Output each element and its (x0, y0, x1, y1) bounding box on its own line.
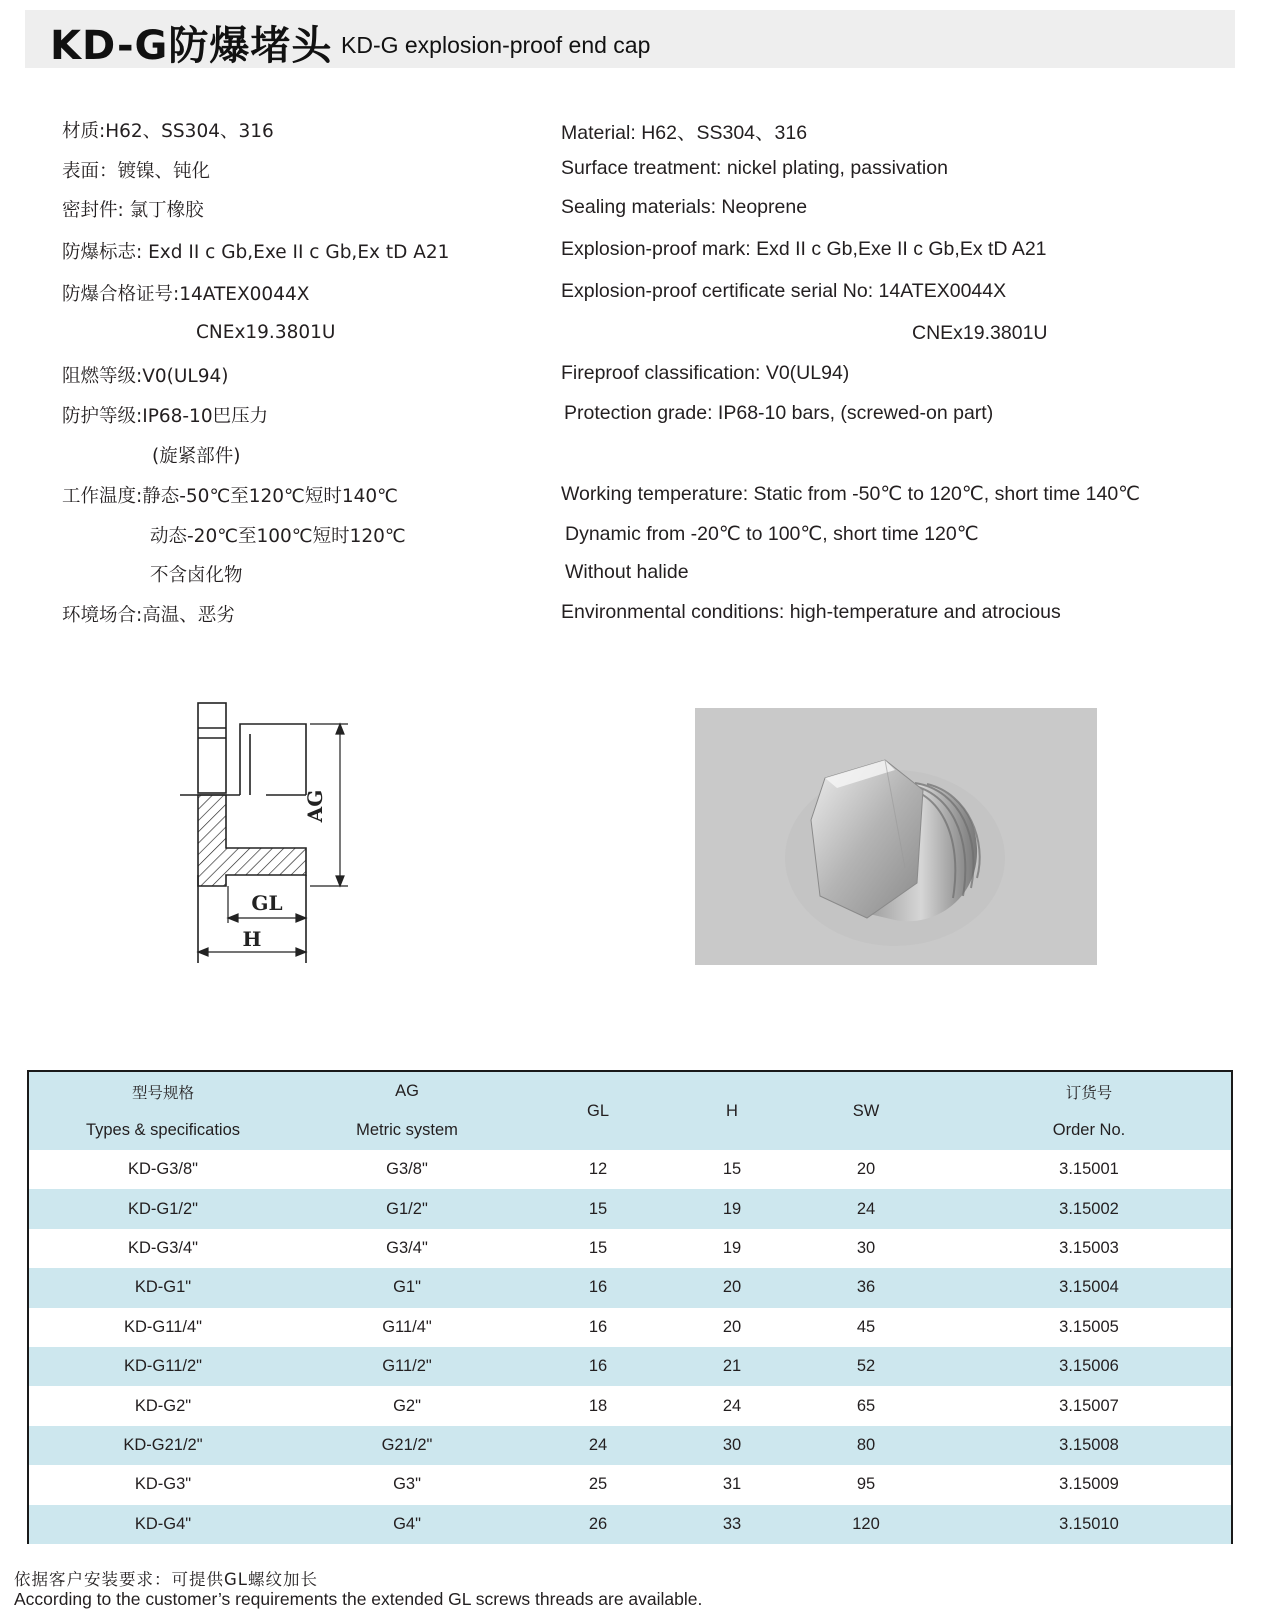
table-cell: G21/2" (297, 1426, 517, 1465)
table-row (29, 1229, 1231, 1268)
spec-cert2-en: CNEx19.3801U (912, 322, 1048, 344)
spec-temp-zh: 工作温度:静态-50℃至120℃短时140℃ (62, 486, 398, 507)
table-cell: 16 (517, 1308, 679, 1347)
table-cell: 24 (785, 1189, 947, 1228)
table-cell: 3.15009 (947, 1465, 1231, 1504)
table-row (29, 1386, 1231, 1425)
spec-surface-zh: 表面：镀镍、钝化 (62, 161, 211, 182)
table-cell: 80 (785, 1426, 947, 1465)
table-cell: KD-G11/4" (29, 1308, 297, 1347)
spec-temp2-zh: 动态-20℃至100℃短时120℃ (150, 526, 406, 547)
table-cell: 3.15002 (947, 1189, 1231, 1228)
table-cell: 21 (679, 1347, 785, 1386)
dim-label-gl: GL (251, 891, 283, 915)
col-header-type-en: Types & specificatios (29, 1111, 297, 1150)
spec-protection-zh: 防护等级:IP68-10巴压力 (62, 406, 269, 427)
spec-seal-zh: 密封件: 氯丁橡胶 (62, 200, 204, 221)
spec-mark-zh: 防爆标志: Exd II c Gb,Exe II c Gb,Ex tD A21 (62, 242, 450, 263)
table-cell: 30 (679, 1426, 785, 1465)
col-header-order-zh: 订货号 (947, 1072, 1231, 1111)
table-cell: 24 (517, 1426, 679, 1465)
table-cell: G3" (297, 1465, 517, 1504)
table-header-row (29, 1072, 1231, 1111)
table-row (29, 1465, 1231, 1504)
spec-temp-en: Working temperature: Static from -50℃ to 120℃, short time 140℃ (561, 483, 1141, 505)
page-title-zh: KD-G防爆堵头 (50, 23, 333, 69)
table-cell: G1" (297, 1268, 517, 1307)
col-header-sw: SW (785, 1072, 947, 1150)
table-row (29, 1189, 1231, 1228)
table-cell: 25 (517, 1465, 679, 1504)
table-cell: 3.15004 (947, 1268, 1231, 1307)
spec-surface-en: Surface treatment: nickel plating, passivation (561, 157, 948, 179)
col-header-ag: AG (297, 1072, 517, 1111)
table-cell: KD-G4" (29, 1505, 297, 1544)
table-cell: 65 (785, 1386, 947, 1425)
spec-halide-zh: 不含卤化物 (150, 565, 243, 586)
table-cell: KD-G1/2" (29, 1189, 297, 1228)
table-cell: 16 (517, 1268, 679, 1307)
col-header-type-zh: 型号规格 (29, 1072, 297, 1111)
table-row (29, 1347, 1231, 1386)
table-cell: 45 (785, 1308, 947, 1347)
col-header-gl: GL (517, 1072, 679, 1150)
col-header-ag-sub: Metric system (297, 1111, 517, 1150)
table-cell: KD-G1" (29, 1268, 297, 1307)
table-cell: 24 (679, 1386, 785, 1425)
spec-cert2-zh: CNEx19.3801U (196, 322, 336, 343)
table-cell: G11/4" (297, 1308, 517, 1347)
spec-seal-en: Sealing materials: Neoprene (561, 196, 808, 218)
table-cell: 3.15008 (947, 1426, 1231, 1465)
table-cell: 120 (785, 1505, 947, 1544)
col-header-h: H (679, 1072, 785, 1150)
table-row (29, 1150, 1231, 1189)
technical-drawing (170, 690, 370, 970)
table-cell: G3/4" (297, 1229, 517, 1268)
table-cell: 31 (679, 1465, 785, 1504)
table-cell: KD-G3/8" (29, 1150, 297, 1189)
table-row (29, 1505, 1231, 1544)
table-cell: G2" (297, 1386, 517, 1425)
spec-mark-en: Explosion-proof mark: Exd II c Gb,Exe II c Gb,Ex tD A21 (561, 238, 1047, 260)
table-cell: 19 (679, 1189, 785, 1228)
page-title-en: KD-G explosion-proof end cap (341, 32, 651, 58)
table-cell: 3.15005 (947, 1308, 1231, 1347)
table-cell: 20 (679, 1308, 785, 1347)
dim-label-h: H (242, 927, 262, 951)
table-cell: 3.15003 (947, 1229, 1231, 1268)
table-row (29, 1308, 1231, 1347)
table-cell: 52 (785, 1347, 947, 1386)
spec-cert-zh: 防爆合格证号:14ATEX0044X (62, 284, 310, 305)
table-cell: 30 (785, 1229, 947, 1268)
table-row (29, 1426, 1231, 1465)
table-cell: 36 (785, 1268, 947, 1307)
spec-material-zh: 材质:H62、SS304、316 (62, 121, 274, 142)
table-cell: 20 (785, 1150, 947, 1189)
product-photo (695, 708, 1097, 965)
footnote-en: According to the customer’s requirements the extended GL screws threads are available. (14, 1589, 703, 1609)
table-row (29, 1268, 1231, 1307)
spec-temp2-en: Dynamic from -20℃ to 100℃, short time 120℃ (565, 523, 979, 545)
spec-cert-en: Explosion-proof certificate serial No: 14ATEX0044X (561, 280, 1007, 302)
footnote-zh: 依据客户安装要求：可提供GL螺纹加长 (14, 1570, 318, 1589)
table-cell: G1/2" (297, 1189, 517, 1228)
table-cell: 15 (679, 1150, 785, 1189)
table-cell: 15 (517, 1189, 679, 1228)
table-cell: 15 (517, 1229, 679, 1268)
table-cell: 3.15001 (947, 1150, 1231, 1189)
table-cell: KD-G2" (29, 1386, 297, 1425)
col-header-order-en: Order No. (947, 1111, 1231, 1150)
dim-label-ag: AG (303, 789, 327, 823)
table-cell: 16 (517, 1347, 679, 1386)
table-cell: KD-G21/2" (29, 1426, 297, 1465)
table-cell: 26 (517, 1505, 679, 1544)
spec-env-en: Environmental conditions: high-temperature and atrocious (561, 601, 1061, 623)
table-cell: 95 (785, 1465, 947, 1504)
spec-env-zh: 环境场合:高温、恶劣 (62, 605, 235, 626)
table-cell: 33 (679, 1505, 785, 1544)
spec-table (27, 1070, 1233, 1544)
spec-fireproof-en: Fireproof classification: V0(UL94) (561, 362, 850, 384)
table-cell: G4" (297, 1505, 517, 1544)
table-cell: KD-G3" (29, 1465, 297, 1504)
table-cell: 3.15010 (947, 1505, 1231, 1544)
spec-halide-en: Without halide (565, 561, 689, 583)
table-cell: 3.15007 (947, 1386, 1231, 1425)
spec-material-en: Material: H62、SS304、316 (561, 122, 808, 144)
spec-protection2-zh: (旋紧部件) (152, 446, 241, 467)
table-cell: KD-G3/4" (29, 1229, 297, 1268)
table-cell: 20 (679, 1268, 785, 1307)
table-cell: KD-G11/2" (29, 1347, 297, 1386)
spec-fireproof-zh: 阻燃等级:V0(UL94) (62, 366, 229, 387)
table-cell: G3/8" (297, 1150, 517, 1189)
table-cell: 18 (517, 1386, 679, 1425)
table-cell: 12 (517, 1150, 679, 1189)
table-cell: G11/2" (297, 1347, 517, 1386)
spec-protection-en: Protection grade: IP68-10 bars, (screwed-on part) (564, 402, 994, 424)
table-cell: 19 (679, 1229, 785, 1268)
table-cell: 3.15006 (947, 1347, 1231, 1386)
